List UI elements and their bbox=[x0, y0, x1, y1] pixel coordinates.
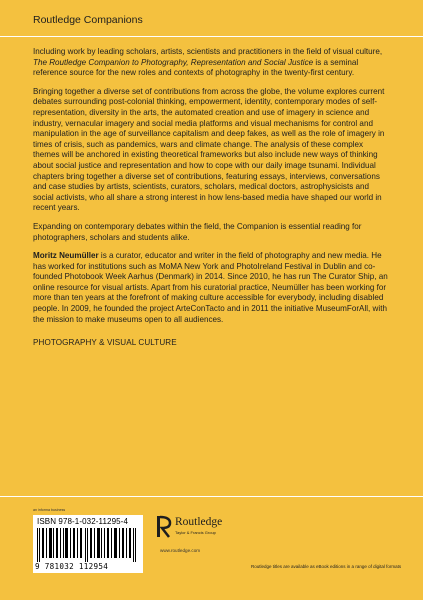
barcode-digits: 9 781032 112954 bbox=[35, 562, 109, 571]
ebook-note: Routledge titles are available as eBook editions in a range of digital formats bbox=[251, 564, 402, 569]
routledge-logo-icon bbox=[156, 515, 172, 539]
editor-name: Moritz Neumüller bbox=[33, 251, 99, 261]
publisher-name: Routledge bbox=[175, 516, 223, 528]
barcode-panel bbox=[33, 515, 143, 573]
bio-text: is a curator, educator and writer in the field of photography and new media. He has worked for institutions such as MoMA New York and PhotoIreland Festival in Dublin and co-founded Photobook Week Aarhus (Denmark) in 2014. Since 2010, he has run The Curator Ship, an online resource for visual artists. Apart from his curatorial practice, Neumüller has been working for more than ten years at the forefront of making culture accessible for everybody, including disabled people. In 2009, he founded the project ArteConTacto and in 2011 the initiative MuseumForAll, with the mission to make museums open to all audiences. bbox=[33, 251, 388, 324]
series-title: Routledge Companions bbox=[33, 14, 143, 26]
author-bio bbox=[33, 251, 390, 325]
genre-label: PHOTOGRAPHY & VISUAL CULTURE bbox=[33, 338, 177, 348]
website: www.routledge.com bbox=[160, 548, 201, 553]
publisher-subtitle: Taylor & Francis Group bbox=[175, 530, 216, 535]
back-cover-text bbox=[33, 47, 390, 357]
informa-tag: an informa business bbox=[33, 508, 66, 512]
description-paragraph: Bringing together a diverse set of contributions from across the globe, the volume explores current debates surrounding post-colonial thinking, empowerment, identity, contemporary modes of self-representation, diversity in the arts, the automated creation and use of imagery in science and industry, vernacular imagery and social media platforms and visual mechanisms for control and manipulation in the age of surveillance capitalism and deep fakes, as well as the role of imagery in times of crisis, such as pandemics, wars and climate change. The analysis of these complex themes will be anchored in existing theoretical frameworks but also include new ways of thinking about social justice and representation and how to cope with our daily image tsunami. Individual chapters bring together a diverse set of contributions, featuring essays, interviews, conversations and case studies by artists, scientists, curators, scholars, medical doctors, astrophysicists and social activists, who all share a strong interest in how lens-based media have shaped our world in recent years. bbox=[33, 86, 385, 213]
summary-paragraph: Expanding on contemporary debates within the field, the Companion is essential reading for photographers, scholars and students alike. bbox=[33, 221, 362, 242]
intro-text-after: is a seminal reference source for the new roles and contexts of photography in the twenty-first century. bbox=[33, 57, 359, 78]
intro-text-before: Including work by leading scholars, artists, scientists and practitioners in the field of visual culture, bbox=[33, 47, 383, 56]
bottom-divider bbox=[0, 496, 423, 497]
isbn-label: ISBN 978-1-032-11295-4 bbox=[37, 517, 128, 526]
book-title: The Routledge Companion to Photography, Representation and Social Justice bbox=[33, 57, 314, 67]
barcode-icon bbox=[37, 528, 139, 562]
top-divider bbox=[0, 36, 423, 37]
intro-paragraph bbox=[33, 47, 390, 79]
publisher-logo bbox=[156, 513, 246, 543]
